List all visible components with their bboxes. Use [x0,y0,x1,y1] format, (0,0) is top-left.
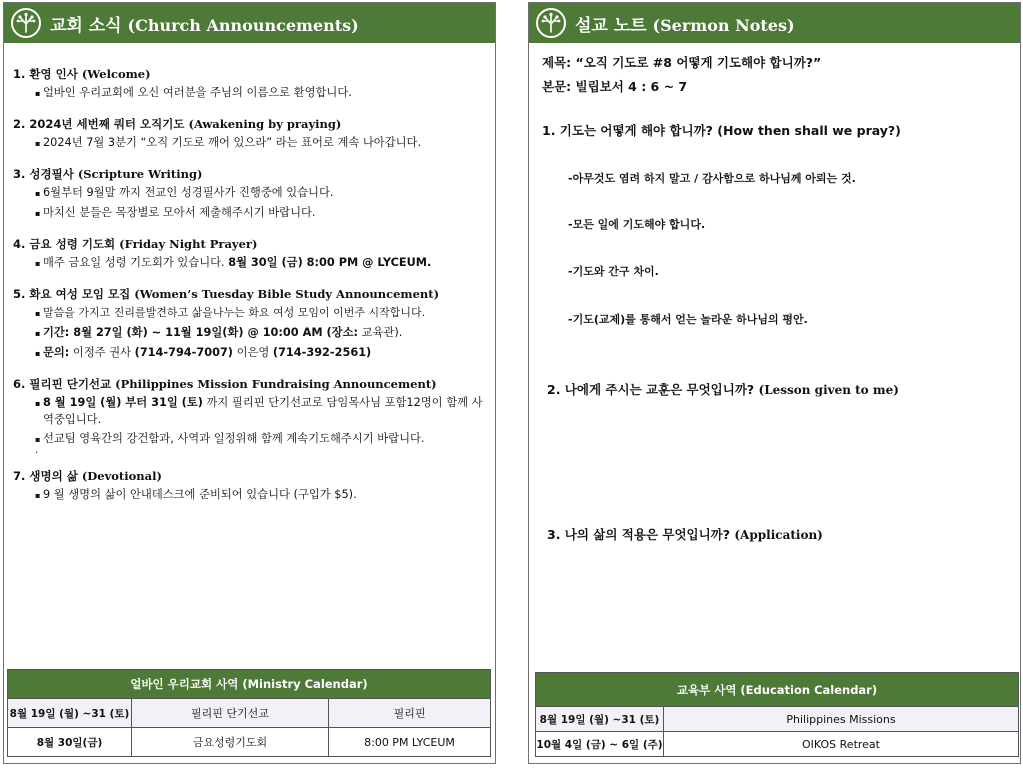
sermon-subject-text: 제목: “오직 기도로 #8 어떻게 기도해야 합니까?” [542,55,822,70]
section-title: 3. 성경필사 (Scripture Writing) [13,167,203,181]
note-item: -모든 일에 기도해야 합니다. [568,218,706,231]
bullet-item: ▪ 말씀을 가지고 진리를발견하고 삶을나누는 화요 여성 모임이 이번주 시작합니다. [13,305,487,322]
question-1: 1. 기도는 어떻게 해야 합니까? (How then shall we pray?) [542,123,901,138]
announcements-title: 교회 소식 (Church Announcements) [50,15,359,36]
bullet-item: ▪ 9 월 생명의 삶이 안내데스크에 준비되어 있습니다 (구입가 $5). [13,487,487,504]
calendar-event: 금요성령기도회 [132,728,329,757]
bullet-item: ▪ 8 월 19일 (월) 부터 31일 (토) 까지 필리핀 단기선교로 담임목사님 포함12명이 함께 사역중입니다. [13,395,487,428]
announcement-awakening [13,116,487,152]
table-row [536,732,1019,757]
education-calendar [535,672,1019,757]
sermon-notes-title: 설교 노트 (Sermon Notes) [575,15,795,36]
stray-dot: . [35,445,39,456]
calendar-date: 8월 30일(금) [8,728,132,757]
sermon-passage-text: 본문: 빌립보서 4 : 6 ~ 7 [542,79,688,94]
table-row [8,728,491,757]
section-title: 2. 2024년 세번째 쿼터 오직기도 (Awakening by praying) [13,117,342,131]
church-tree-logo-icon [536,8,566,38]
bullet-item: ▪ 얼바인 우리교회에 오신 여러분을 주님의 이름으로 환영합니다. [13,85,487,102]
calendar-event: 필리핀 단기선교 [132,699,329,728]
note-item: -아무것도 염려 하지 말고 / 감사함으로 하나님께 아뢰는 것. [568,172,856,185]
calendar-date: 10월 4일 (금) ~ 6일 (주) [536,732,664,757]
table-row [8,699,491,728]
calendar-date: 8월 19일 (월) ~31 (토) [536,707,664,732]
announcement-scripture-writing [13,166,487,222]
announcements-header [4,3,495,43]
bullet-item: ▪ 기간: 8월 27일 (화) ~ 11월 19일(화) @ 10:00 AM (장소: 교육관). [13,325,487,342]
note-item: -기도와 간구 차이. [568,265,659,278]
calendar-location: 필리핀 [329,699,491,728]
section-title: 1. 환영 인사 (Welcome) [13,67,151,81]
calendar-event: Philippines Missions [664,707,1019,732]
calendar-event: OIKOS Retreat [664,732,1019,757]
sermon-passage [542,77,1010,95]
announcement-list [13,66,487,518]
bullet-item: ▪ 2024년 7월 3분기 “오직 기도로 깨어 있으라” 라는 표어로 계속 나아갑니다. [13,135,487,152]
church-announcements-panel [3,2,496,764]
calendar-date: 8월 19일 (월) ~31 (토) [8,699,132,728]
section-title: 5. 화요 여성 모임 모집 (Women’s Tuesday Bible Study Announcement) [13,287,440,301]
announcement-philippines-mission [13,376,487,456]
sermon-notes-panel [528,2,1021,764]
announcement-devotional [13,468,487,504]
bullet-item: ▪ 매주 금요일 성령 기도회가 있습니다. 8월 30일 (금) 8:00 PM @ LYCEUM. [13,255,487,272]
calendar-location: 8:00 PM LYCEUM [329,728,491,757]
question-3: 3. 나의 삶의 적용은 무엇입니까? (Application) [547,527,823,542]
section-title: 4. 금요 성령 기도회 (Friday Night Prayer) [13,237,258,251]
bullet-item: ▪ 선교팀 영육간의 강건함과, 사역과 일정위해 함께 계속기도해주시기 바랍니다. [13,431,487,448]
announcement-friday-prayer [13,236,487,272]
church-tree-logo-icon [11,8,41,38]
section-title: 6. 필리핀 단기선교 (Philippines Mission Fundraising Announcement) [13,377,437,391]
section-title: 7. 생명의 삶 (Devotional) [13,469,162,483]
question-2: 2. 나에게 주시는 교훈은 무엇입니까? (Lesson given to me) [547,382,899,397]
note-item: -기도(교제)를 통해서 얻는 놀라운 하나님의 평안. [568,313,808,326]
bullet-item: ▪ 6월부터 9월말 까지 전교인 성경필사가 진행중에 있습니다. [13,185,487,202]
bullet-item: ▪ 문의: 이정주 권사 (714-794-7007) 이은영 (714-392-2561) [13,345,487,362]
sermon-subject [542,53,1010,71]
ministry-calendar [7,669,491,757]
sermon-notes-header [529,3,1020,43]
table-row [536,707,1019,732]
announcement-womens-study [13,286,487,362]
education-calendar-title: 교육부 사역 (Education Calendar) [536,673,1019,707]
announcement-welcome [13,66,487,102]
ministry-calendar-title: 얼바인 우리교회 사역 (Ministry Calendar) [8,670,491,699]
bullet-item: ▪ 마치신 분들은 목장별로 모아서 제출해주시기 바랍니다. [13,205,487,222]
